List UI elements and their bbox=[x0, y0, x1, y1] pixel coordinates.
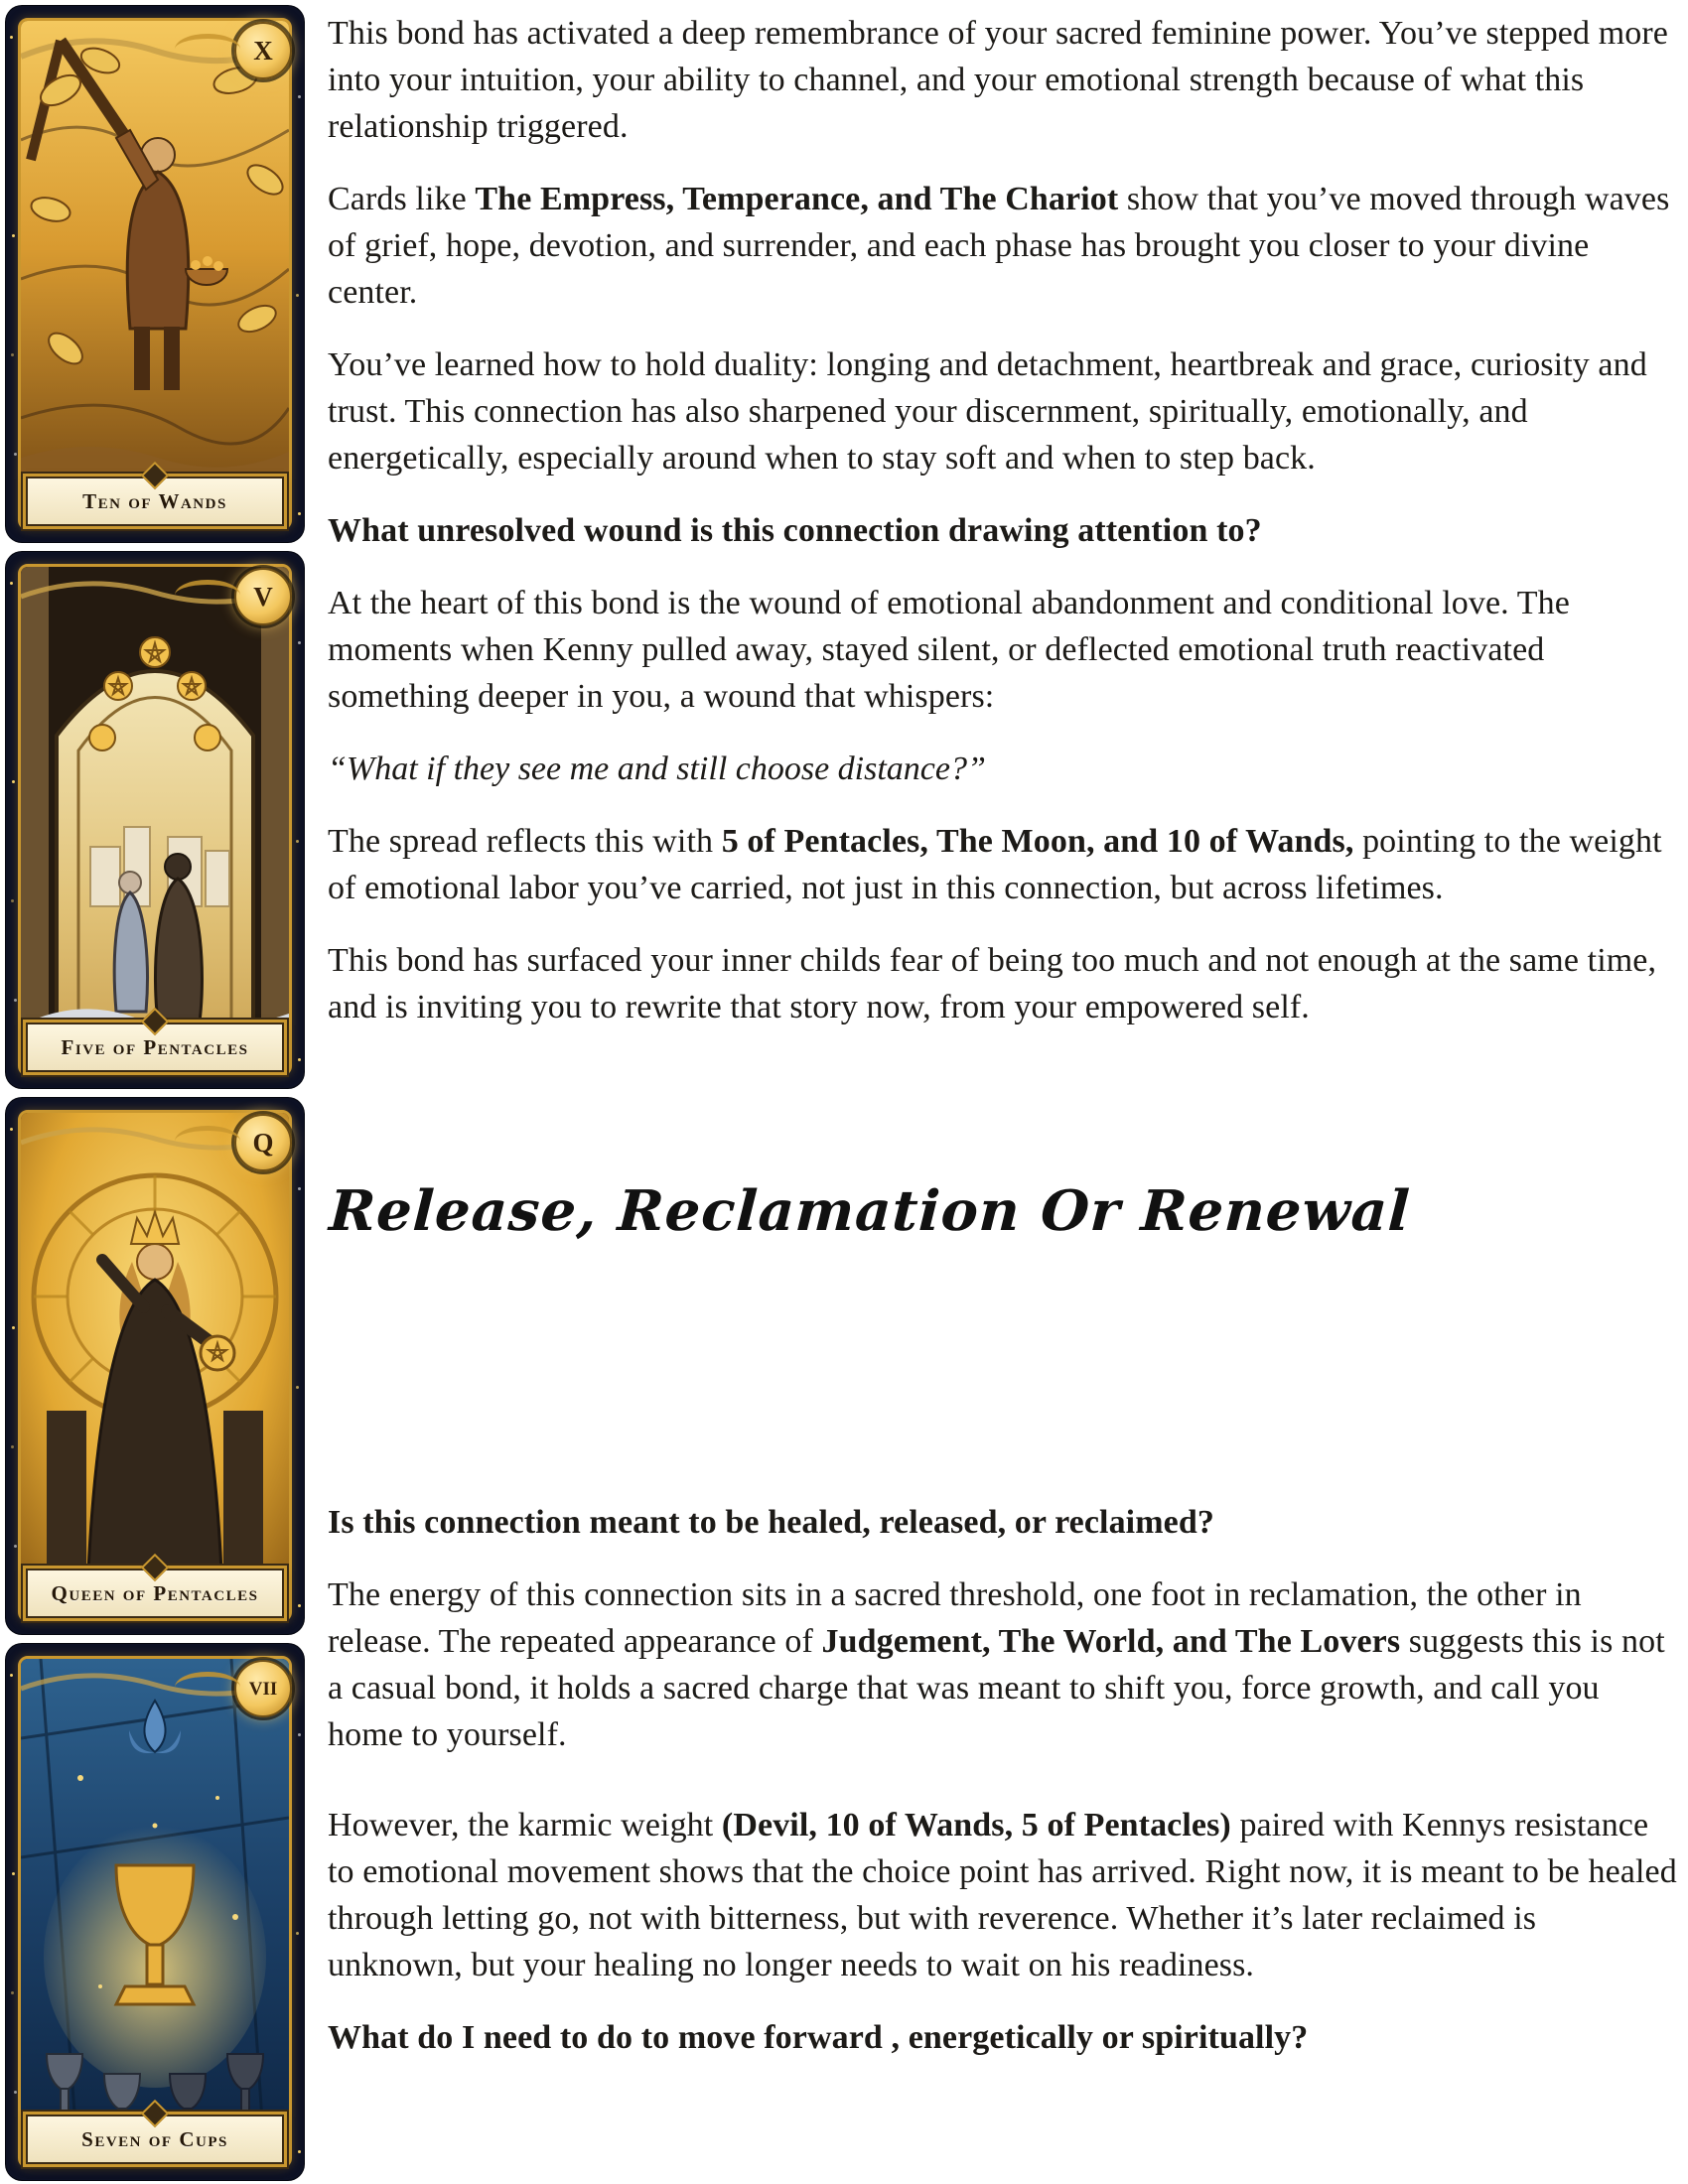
tarot-card-column bbox=[6, 6, 304, 2180]
reading-text-column bbox=[328, 10, 1678, 2087]
text-segment: Cards like bbox=[328, 181, 476, 217]
card-title-banner bbox=[26, 1569, 284, 1618]
paragraph-sacred-feminine: This bond has activated a deep remembrance of your sacred feminine power. You’ve stepped more into your intuition, your ability to channel, and your emotional strength because of what this relationship triggered. bbox=[328, 15, 1668, 145]
question-unresolved-wound: What unresolved wound is this connection drawing attention to? bbox=[328, 512, 1262, 549]
paragraph-karmic-weight bbox=[328, 1802, 1678, 1988]
card-title-banner bbox=[26, 2115, 284, 2164]
tarot-card-seven-of-cups bbox=[6, 1644, 304, 2180]
section-heading-release-reclamation-renewal: Release, Reclamation Or Renewal bbox=[327, 1178, 1413, 1244]
card-rank: X bbox=[253, 35, 273, 66]
card-rank: V bbox=[253, 581, 273, 612]
card-frame bbox=[18, 18, 292, 530]
paragraph-sacred-threshold bbox=[328, 1571, 1678, 1758]
text-segment: The spread reflects this with bbox=[328, 823, 722, 860]
question-move-forward: What do I need to do to move forward , energetically or spiritually? bbox=[328, 2019, 1309, 2056]
question-healed-released-reclaimed: Is this connection meant to be healed, released, or reclaimed? bbox=[328, 1504, 1214, 1541]
card-frame bbox=[18, 564, 292, 1076]
bold-card-names: (Devil, 10 of Wands, 5 of Pentacles) bbox=[721, 1807, 1231, 1843]
card-title: Queen of Pentacles bbox=[51, 1580, 259, 1605]
card-title: Five of Pentacles bbox=[61, 1034, 249, 1059]
seven-of-cups-artwork bbox=[21, 1659, 289, 2165]
text-segment: show that you’ve moved through waves of grief, hope, devotion, and surrender, and each phase has brought you closer to your divine center. bbox=[328, 181, 1670, 311]
paragraph-inner-child: This bond has surfaced your inner childs fear of being too much and not enough at the same time, and is inviting you to rewrite that story now, from your empowered self. bbox=[328, 942, 1657, 1025]
card-rank: Q bbox=[252, 1127, 274, 1158]
paragraph-heart-of-bond: At the heart of this bond is the wound of emotional abandonment and conditional love. The moments when Kenny pulled away, stayed silent, or deflected emotional truth reactivated something deeper in you, a wound that whispers: bbox=[328, 585, 1570, 715]
card-rank-badge bbox=[234, 1114, 292, 1171]
card-title-banner bbox=[26, 477, 284, 526]
paragraph-spread-reflects bbox=[328, 818, 1678, 911]
five-of-pentacles-artwork bbox=[21, 567, 289, 1073]
tarot-card-queen-of-pentacles bbox=[6, 1098, 304, 1634]
bold-card-names: The Empress, Temperance, and The Chariot bbox=[475, 181, 1119, 217]
card-rank: VII bbox=[248, 1678, 278, 1700]
card-rank-badge bbox=[234, 568, 292, 625]
queen-of-pentacles-artwork bbox=[21, 1113, 289, 1619]
card-title: Seven of Cups bbox=[81, 2126, 228, 2151]
card-title: Ten of Wands bbox=[82, 488, 227, 513]
bold-card-names: 5 of Pentacles, The Moon, and 10 of Wands, bbox=[721, 823, 1354, 860]
text-segment: pointing to the weight of emotional labor you’ve carried, not just in this connection, but across lifetimes. bbox=[328, 823, 1662, 906]
paragraph-duality: You’ve learned how to hold duality: longing and detachment, heartbreak and grace, curiosity and trust. This connection has also sharpened your discernment, spiritually, emotionally, and energetically, especially around when to stay soft and when to step back. bbox=[328, 346, 1647, 477]
card-frame bbox=[18, 1656, 292, 2168]
text-segment: paired with Kennys resistance to emotional movement shows that the choice point has arrived. Right now, it is meant to be healed through letting go, not with bitterness, but with reverence. Whether it’s later reclaimed is unknown, but your healing no longer needs to wait on his readiness. bbox=[328, 1807, 1677, 1983]
tarot-card-five-of-pentacles bbox=[6, 552, 304, 1088]
text-segment: However, the karmic weight bbox=[328, 1807, 722, 1843]
ten-of-wands-artwork bbox=[21, 21, 289, 527]
bold-card-names: Judgement, The World, and The Lovers bbox=[821, 1623, 1401, 1660]
card-rank-badge bbox=[234, 1660, 292, 1717]
quote-wound-whisper: “What if they see me and still choose distance?” bbox=[328, 751, 986, 787]
text-segment: suggests this is not a casual bond, it holds a sacred charge that was meant to shift you, force growth, and call you home to yourself. bbox=[328, 1623, 1665, 1753]
tarot-card-ten-of-wands bbox=[6, 6, 304, 542]
card-rank-badge bbox=[234, 22, 292, 79]
card-frame bbox=[18, 1110, 292, 1622]
card-title-banner bbox=[26, 1023, 284, 1072]
text-segment: The energy of this connection sits in a sacred threshold, one foot in reclamation, the other in release. The repeated appearance of bbox=[328, 1576, 1582, 1660]
paragraph-empress-temperance-chariot bbox=[328, 176, 1678, 316]
